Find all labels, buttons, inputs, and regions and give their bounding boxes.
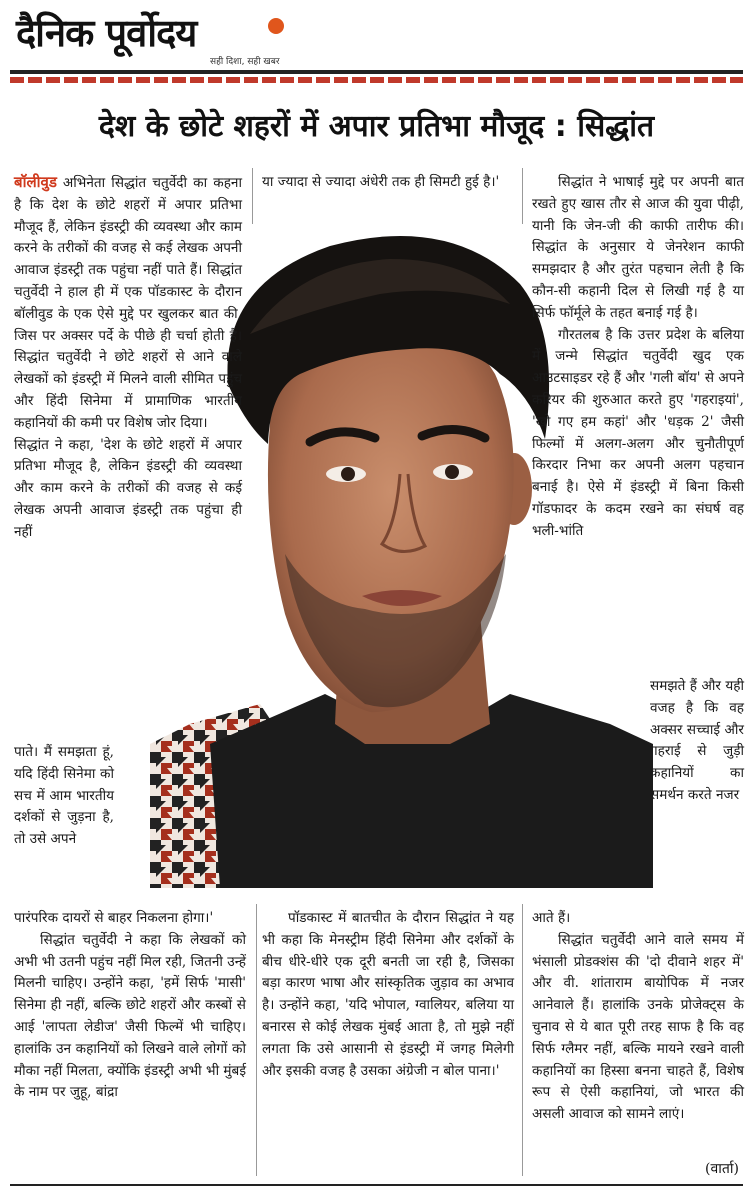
column-1-bottom [14,908,246,1104]
headline: देश के छोटे शहरों में अपार प्रतिभा मौजूद : सिद्धांत [98,109,655,144]
paragraph: गौरतलब है कि उत्तर प्रदेश के बलिया में जन्मे सिद्धांत चतुर्वेदी खुद एक आउटसाइडर रहे हैं और 'गली बॉय' से अपने करियर की शुरुआत करते हुए 'गहराइयां', 'खो गए हम कहां' और 'धड़क 2' जैसी फिल्मों में अलग-अलग और चुनौतीपूर्ण किरदार निभा कर अपनी अलग पहचान बनाई है। ऐसे में इंडस्ट्री में बिना किसी गॉडफादर के कदम रखने का संघर्ष वह भली-भांति [532,326,744,539]
paragraph [14,435,242,544]
column-3-bottom [532,908,744,1126]
brand-dot-icon [268,18,284,34]
masthead-rule [10,70,743,74]
bottom-rule [10,1184,743,1186]
paragraph: या ज्यादा से ज्यादा अंधेरी तक ही सिमटी हुई है।' [262,174,500,190]
paragraph: सिद्धांत चतुर्वेदी ने कहा कि लेखकों को अभी भी उतनी पहुंच नहीं मिल रही, जितनी उन्हें मिलनी चाहिए। उन्होंने कहा, 'हमें सिर्फ 'मासी' सिनेमा ही नहीं, बल्कि छोटे शहरों और कस्बों से आई 'लापता लेडीज' जैसी फिल्में भी चाहिए। हालांकि उन कहानियों को लिखने वाले लोगों को मौका नहीं मिलता, क्योंकि इंडस्ट्री अभी भी मुंबई के नाम पर जुहू, बांद्रा [14,931,246,1101]
column-divider [252,168,253,224]
column-2 [262,172,512,194]
column-2-bottom [262,908,514,1082]
agency-credit: (वार्ता) [705,1161,739,1177]
paragraph: पाते। मैं समझता हूं, यदि हिंदी सिनेमा को सच में आम भारतीय दर्शकों से जुड़ना है, तो उसे अपने [14,744,114,848]
paragraph: पॉडकास्ट में बातचीत के दौरान सिद्धांत ने यह भी कहा कि मेनस्ट्रीम हिंदी सिनेमा और दर्शकों के बीच धीरे-धीरे एक दूरी बनती जा रही है, जिसका बड़ा कारण भाषा और सांस्कृतिक जुड़ाव का अभाव है। उन्होंने कहा, 'यदि भोपाल, ग्वालियर, बलिया या बनारस से कोई लेखक मुंबई आता है, तो मुझे नहीं लगता कि उसे आसानी से इंडस्ट्री में जगह मिलेगी और इसकी वजह है उसका अंग्रेजी न बोल पाना।' [262,910,514,1079]
newspaper-name: दैनिक पूर्वोदय [16,11,197,55]
column-divider [522,904,523,1176]
column-3 [532,172,744,543]
section-kicker: बॉलीवुड [14,173,57,191]
column-divider [256,904,257,1176]
paragraph: समझते हैं और यही वजह है कि वह अक्सर सच्चाई और गहराई से जुड़ी कहानियों का समर्थन करते नजर [650,678,744,803]
column-1 [14,172,242,544]
column-divider [522,168,523,224]
paragraph: पारंपरिक दायरों से बाहर निकलना होगा।' [14,910,214,926]
quote-text: सिद्धांत ने कहा, 'देश के छोटे शहरों में अपार प्रतिभा मौजूद है, लेकिन इंडस्ट्री की व्यवस्था और काम करने के तरीकों की वजह से कई लेखक अपनी आवाज इंडस्ट्री तक पहुंचा ही नहीं [14,436,242,540]
tagline: सही दिशा, सही खबर [210,57,280,67]
column-3-wrap [650,676,744,807]
column-1-wrap [14,742,114,851]
masthead-dashed-rule [10,77,743,83]
paragraph: सिद्धांत चतुर्वेदी आने वाले समय में भंसाली प्रोडक्शंस की 'दो दीवाने शहर में' और वी. शांताराम बायोपिक में नजर आनेवाले हैं। हालांकि उनके प्रोजेक्ट्स के चुनाव से ये बात पूरी तरह साफ है कि वह सिर्फ ग्लैमर नहीं, बल्कि मायने रखने वाली कहानियों का हिस्सा बनना चाहते हैं, विशेष रूप से ऐसी कहानियां, जो भारत की असली आवाज को सामने लाएं। [532,931,744,1123]
paragraph: आते हैं। [532,910,571,926]
paragraph [14,172,242,435]
paragraph: सिद्धांत ने भाषाई मुद्दे पर अपनी बात रखते हुए खास तौर से आज की युवा पीढ़ी, यानी कि जेन-जी की काफी तारीफ की। सिद्धांत के अनुसार ये जेनरेशन काफी समझदार है और तुरंत पहचान लेती है कि कौन-सी कहानी दिल से लिखी गई है या सिर्फ फॉर्मूले के तहत बनाई गई है। [532,174,744,321]
lead-text: अभिनेता सिद्धांत चतुर्वेदी का कहना है कि देश के छोटे शहरों में अपार प्रतिभा मौजूद हैं, लेकिन इंडस्ट्री की व्यवस्था और काम करने के तरीकों की वजह से कई लेखक अपनी आवाज इंडस्ट्री तक पहुंचा नहीं पाते हैं। सिद्धांत चतुर्वेदी ने हाल ही में एक पॉडकास्ट के दौरान बॉलीवुड के एक ऐसे मुद्दे पर खुलकर बात की, जिस पर अक्सर पर्दे के पीछे ही चर्चा होती है। सिद्धांत चतुर्वेदी ने छोटे शहरों से आने वाले लेखकों को इंडस्ट्री में मिलने वाली सीमित पहुंच और हिंदी सिनेमा में प्रामाणिक भारतीय कहानियों की कमी पर विशेष जोर दिया। [14,175,242,431]
masthead [10,6,300,70]
